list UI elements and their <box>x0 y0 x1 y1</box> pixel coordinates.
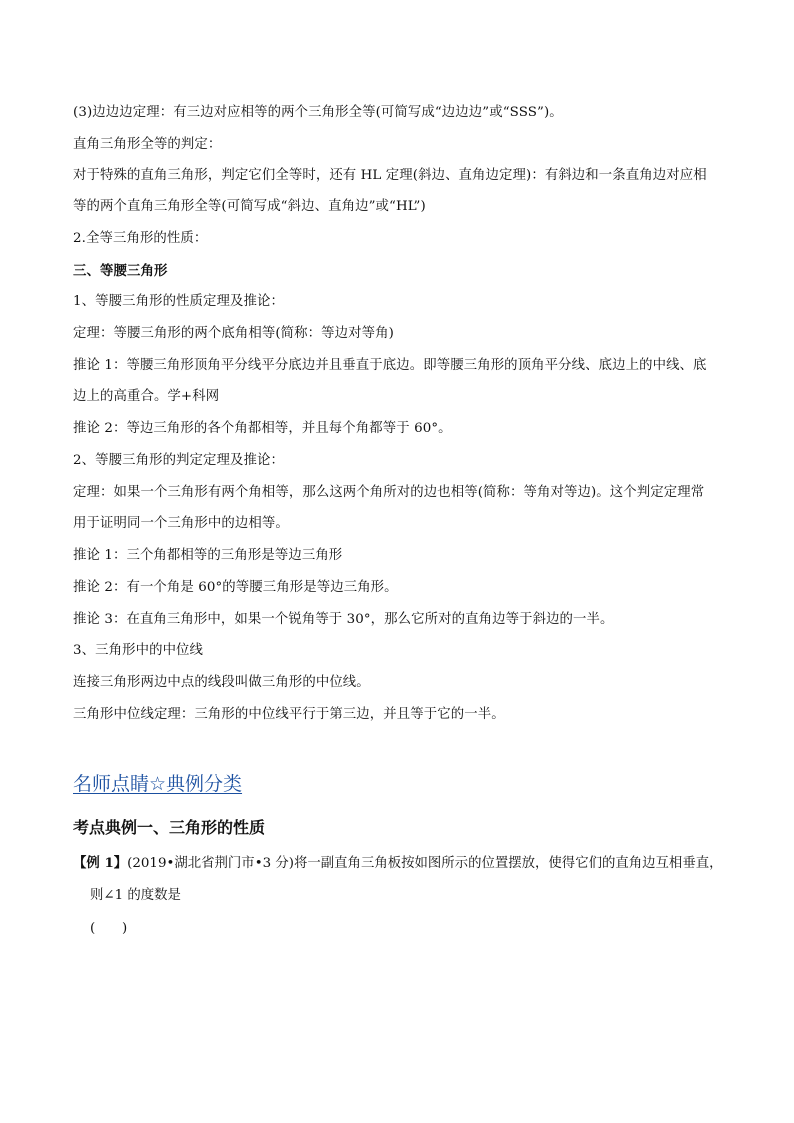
isosceles-judgement-heading: 2、等腰三角形的判定定理及推论： <box>73 453 284 468</box>
example-1-line-2: 则∠1 的度数是 <box>90 888 181 903</box>
midline-heading: 3、三角形中的中位线 <box>73 643 204 658</box>
judgement-corollary-3: 推论 3：在直角三角形中，如果一个锐角等于 30°，那么它所对的直角边等于斜边的一半。 <box>73 612 614 627</box>
judgement-theorem-line-2: 用于证明同一个三角形中的边相等。 <box>73 516 289 531</box>
isosceles-corollary-1-line-2: 边上的高重合。学+科网 <box>73 389 220 404</box>
midline-definition: 连接三角形两边中点的线段叫做三角形的中位线。 <box>73 675 370 690</box>
sss-theorem: (3)边边边定理：有三边对应相等的两个三角形全等(可简写成“边边边”或“SSS”)。 <box>73 105 563 120</box>
midline-theorem: 三角形中位线定理：三角形的中位线平行于第三边，并且等于它的一半。 <box>73 707 505 722</box>
example-1-question-text: (2019•湖北省荆门市•3 分)将一副直角三角板按如图所示的位置摆放，使得它们的直角边互相垂直， <box>127 856 723 871</box>
isosceles-corollary-2: 推论 2：等边三角形的各个角都相等，并且每个角都等于 60°。 <box>73 421 452 436</box>
judgement-corollary-2: 推论 2：有一个角是 60°的等腰三角形是等边三角形。 <box>73 580 398 595</box>
hl-theorem-line-1: 对于特殊的直角三角形，判定它们全等时，还有 HL 定理(斜边、直角边定理)：有斜边和一条直角边对应相 <box>73 168 707 183</box>
kaodian-title: 考点典例一、三角形的性质 <box>73 818 266 837</box>
isosceles-theorem: 定理：等腰三角形的两个底角相等(简称：等边对等角) <box>73 326 394 341</box>
section-banner: 名师点睛☆典例分类 <box>73 773 243 795</box>
isosceles-corollary-1-line-1: 推论 1：等腰三角形顶角平分线平分底边并且垂直于底边。即等腰三角形的顶角平分线、底边上的中线、底 <box>73 358 707 373</box>
right-triangle-heading: 直角三角形全等的判定： <box>73 137 222 152</box>
congruent-properties-heading: 2.全等三角形的性质： <box>73 231 208 246</box>
judgement-corollary-1: 推论 1：三个角都相等的三角形是等边三角形 <box>73 548 343 563</box>
hl-theorem-line-2: 等的两个直角三角形全等(可简写成“斜边、直角边”或“HL”) <box>73 199 426 214</box>
section-3-title: 三、等腰三角形 <box>73 263 168 279</box>
isosceles-properties-heading: 1、等腰三角形的性质定理及推论： <box>73 294 284 309</box>
judgement-theorem-line-1: 定理：如果一个三角形有两个角相等，那么这两个角所对的边也相等(简称：等角对等边)。这个判定定理常 <box>73 485 705 500</box>
example-1-answer-blank: ( ) <box>90 921 128 936</box>
example-1-line-1 <box>73 854 723 873</box>
example-1-label: 【例 1】 <box>73 855 128 871</box>
